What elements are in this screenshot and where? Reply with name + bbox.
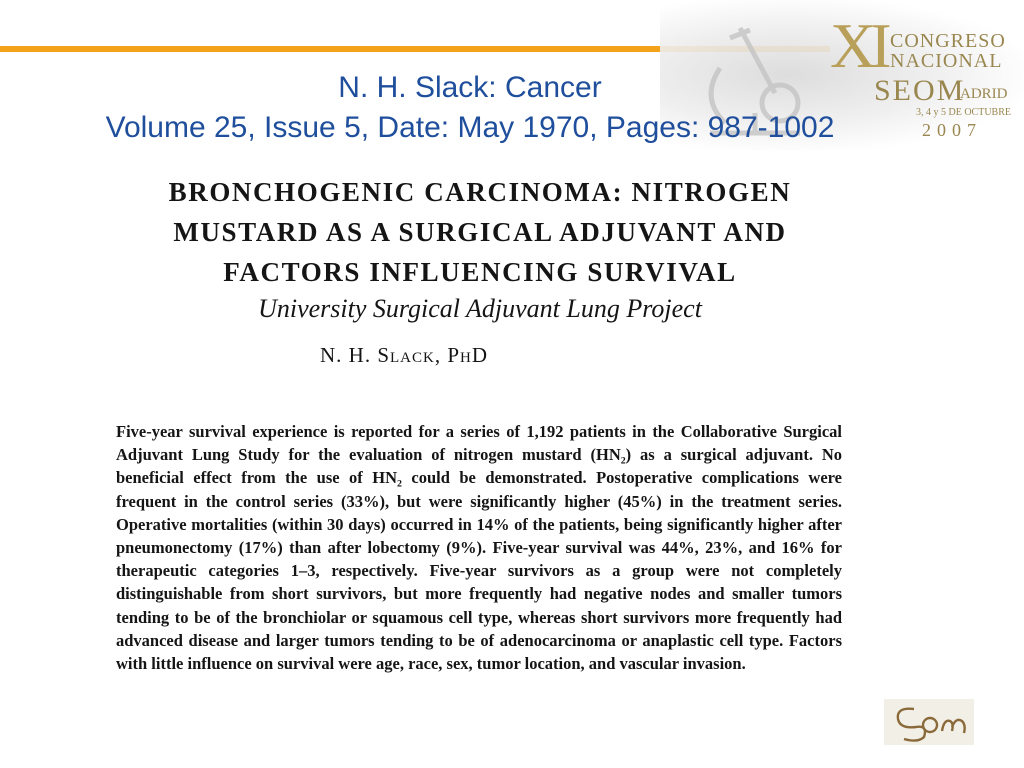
article-title: BRONCHOGENIC CARCINOMA: NITROGEN MUSTARD AS A SURGICAL ADJUVANT AND FACTORS INFLUENCING SURVIVAL: [168, 177, 792, 287]
article-author: N. H. Slack, PhD: [320, 343, 489, 367]
logo-dates: 3, 4 y 5 DE OCTUBRE: [916, 107, 1011, 118]
article-subtitle: University Surgical Adjuvant Lung Project: [258, 294, 702, 323]
seom-monogram-icon: [884, 699, 974, 745]
logo-year: 2007: [922, 120, 982, 140]
logo-nacional: NACIONAL: [890, 50, 1003, 72]
article-abstract: Five-year survival experience is reported for a series of 1,192 patients in the Collaborative Surgical Adjuvant Lung Study for the evaluation of nitrogen mustard (HN₂) as a surgical adjuvant. No beneficial effect from the use of HN₂ could be demonstrated. Postoperative complications were frequent in the control series (33%), but were significantly higher (45%) in the treatment series. Operative mortalities (within 30 days) occurred in 14% of the patients, being significantly higher after pneumonectomy (17%) than after lobectomy (9%). Five-year survival was 44%, 23%, and 16% for therapeutic categories 1–3, respectively. Five-year survivors as a group were not completely distinguishable from short survivors, but more frequently had negative nodes and smaller tumors tending to be of the bronchiolar or squamous cell type, whereas short survivors more frequently had advanced disease and larger tumors tending to be of adenocarcinoma or anaplastic cell type. Factors with little influence on survival were age, race, sex, tumor location, and vascular invasion.: [116, 422, 842, 674]
logo-numeral: XI: [830, 10, 886, 81]
logo-city: ADRID: [960, 86, 1008, 102]
citation-author-journal: N. H. Slack: Cancer: [338, 71, 602, 104]
citation-heading: [0, 68, 940, 148]
logo-seom: SEOM: [874, 74, 966, 107]
seom-logo-small: [884, 699, 974, 745]
logo-congreso: CONGRESO: [890, 30, 1006, 52]
citation-volume-issue: Volume 25, Issue 5, Date: May 1970, Pages: 987-1002: [105, 111, 835, 144]
